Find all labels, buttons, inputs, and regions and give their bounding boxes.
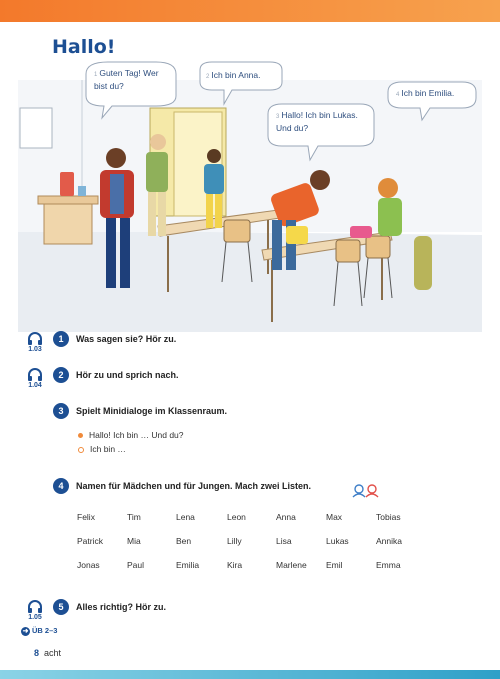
name-cell: Ben — [176, 536, 192, 546]
bubble-text: Ich bin Anna. — [211, 70, 261, 80]
audio-button-1[interactable] — [25, 332, 45, 353]
bubble-text: Guten Tag! Wer bist du? — [94, 68, 159, 91]
name-cell: Emil — [326, 560, 343, 570]
audio-track-code: 1.05 — [28, 614, 42, 621]
bubble-text: Ich bin Emilia. — [401, 88, 455, 98]
exercise-1-number: 1 — [53, 331, 69, 347]
speech-bubble-2 — [206, 70, 286, 83]
name-cell: Lisa — [276, 536, 292, 546]
exercise-1-instruction: Was sagen sie? Hör zu. — [76, 334, 177, 344]
speech-bubble-3 — [276, 110, 374, 134]
top-color-band — [0, 0, 500, 22]
audio-track-code: 1.03 — [28, 346, 42, 353]
girl-boy-icon — [352, 484, 380, 498]
bullet-icon — [78, 433, 83, 438]
name-cell: Lukas — [326, 536, 349, 546]
dialog-text: Hallo! Ich bin … Und du? — [89, 430, 184, 440]
name-cell: Patrick — [77, 536, 103, 546]
audio-button-3[interactable] — [25, 600, 45, 621]
exercise-5-number: 5 — [53, 599, 69, 615]
exercise-4-instruction: Namen für Mädchen und für Jungen. Mach zwei Listen. — [76, 481, 312, 491]
dialog-line-2 — [78, 444, 126, 454]
bubble-text: Hallo! Ich bin Lukas. Und du? — [276, 110, 358, 133]
name-cell: Lena — [176, 512, 195, 522]
page-title: Hallo! — [52, 36, 116, 58]
bubble-number: 4 — [396, 92, 400, 98]
headphones-icon — [27, 368, 43, 381]
dialog-line-1 — [78, 430, 184, 440]
name-cell: Kira — [227, 560, 243, 570]
name-cell: Emma — [376, 560, 401, 570]
audio-button-2[interactable] — [25, 368, 45, 389]
exercise-2-instruction: Hör zu und sprich nach. — [76, 370, 179, 380]
name-cell: Paul — [127, 560, 145, 570]
name-cell: Tobias — [376, 512, 401, 522]
bubble-number: 3 — [276, 114, 280, 120]
bullet-icon — [78, 447, 84, 453]
name-cell: Annika — [376, 536, 402, 546]
name-cell: Emilia — [176, 560, 200, 570]
audio-track-code: 1.04 — [28, 382, 42, 389]
page-number: 8 — [34, 648, 40, 658]
bubble-number: 1 — [94, 72, 98, 78]
exercise-3-number: 3 — [53, 403, 69, 419]
arrow-right-icon: ➜ — [22, 628, 29, 635]
exercise-3-instruction: Spielt Minidialoge im Klassenraum. — [76, 406, 228, 416]
name-cell: Leon — [227, 512, 246, 522]
exercise-2-number: 2 — [53, 367, 69, 383]
bubble-number: 2 — [206, 74, 210, 80]
workbook-reference-text: ÜB 2–3 — [32, 626, 58, 635]
name-cell: Lilly — [227, 536, 242, 546]
exercise-4-number: 4 — [53, 478, 69, 494]
name-cell: Anna — [276, 512, 296, 522]
name-cell: Tim — [127, 512, 141, 522]
name-cell: Mia — [127, 536, 141, 546]
name-cell: Marlene — [276, 560, 307, 570]
name-cell: Jonas — [77, 560, 100, 570]
speech-bubble-1 — [94, 68, 164, 92]
headphones-icon — [27, 600, 43, 613]
workbook-reference[interactable] — [21, 626, 57, 636]
bottom-color-band — [0, 670, 500, 679]
headphones-icon — [27, 332, 43, 345]
page-number-word: acht — [44, 648, 62, 658]
dialog-text: Ich bin … — [90, 444, 126, 454]
name-cell: Felix — [77, 512, 95, 522]
exercise-5-instruction: Alles richtig? Hör zu. — [76, 602, 167, 612]
name-cell: Max — [326, 512, 343, 522]
speech-bubble-4 — [396, 88, 476, 101]
